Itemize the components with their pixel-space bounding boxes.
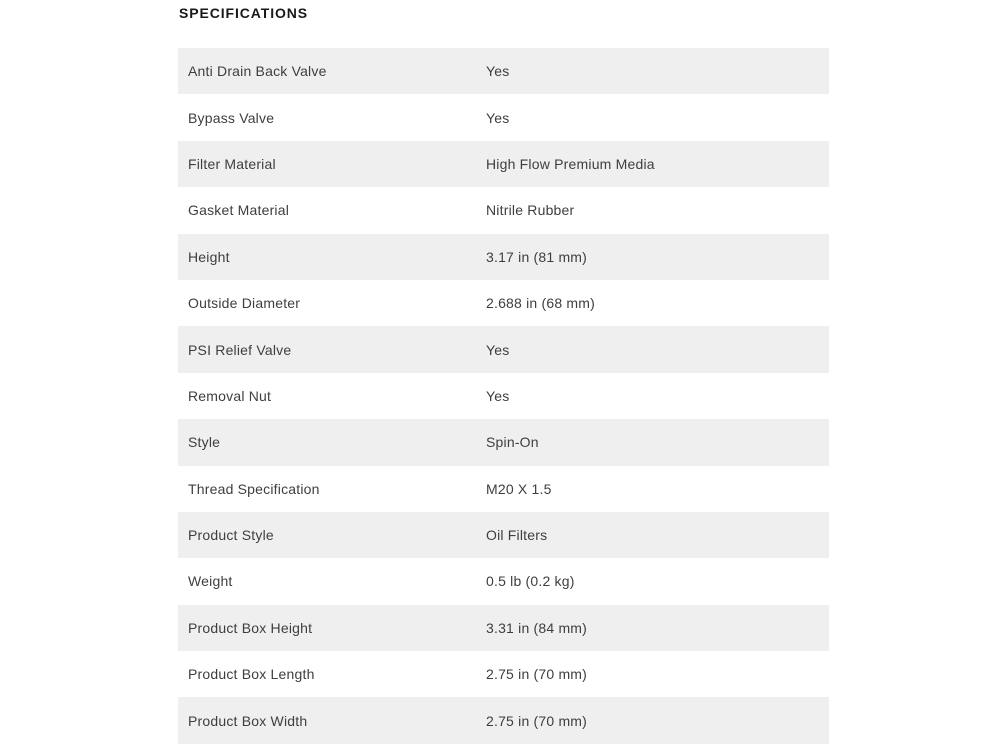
spec-label: Gasket Material — [188, 202, 290, 219]
spec-label: Thread Specification — [188, 480, 320, 497]
table-row — [178, 326, 829, 372]
table-row — [178, 466, 829, 512]
spec-value: Yes — [486, 109, 510, 126]
spec-value: 3.31 in (84 mm) — [486, 619, 588, 636]
spec-label: Anti Drain Back Valve — [188, 63, 327, 80]
spec-label: Outside Diameter — [188, 295, 301, 312]
table-row — [178, 94, 829, 140]
spec-label: Product Box Length — [188, 666, 315, 683]
spec-value: 2.75 in (70 mm) — [486, 666, 588, 683]
table-row — [178, 373, 829, 419]
table-row — [178, 280, 829, 326]
spec-value: 0.5 lb (0.2 kg) — [486, 573, 575, 590]
spec-label: Product Box Height — [188, 619, 313, 636]
table-row — [178, 605, 829, 651]
table-row — [178, 141, 829, 187]
specifications-table — [178, 48, 829, 744]
spec-value: 3.17 in (81 mm) — [486, 248, 588, 265]
table-row — [178, 48, 829, 94]
spec-value: Yes — [486, 387, 510, 404]
spec-label: Bypass Valve — [188, 109, 275, 126]
spec-label: Weight — [188, 573, 233, 590]
spec-value: Nitrile Rubber — [486, 202, 575, 219]
spec-value: Yes — [486, 341, 510, 358]
spec-label: Style — [188, 434, 221, 451]
table-row — [178, 419, 829, 465]
spec-value: 2.75 in (70 mm) — [486, 712, 588, 729]
spec-label: Product Style — [188, 527, 274, 544]
spec-label: Height — [188, 248, 230, 265]
table-row — [178, 187, 829, 233]
spec-value: M20 X 1.5 — [486, 480, 552, 497]
spec-value: Oil Filters — [486, 527, 548, 544]
spec-label: Filter Material — [188, 155, 276, 172]
spec-value: Yes — [486, 63, 510, 80]
spec-label: Product Box Width — [188, 712, 308, 729]
table-row — [178, 234, 829, 280]
table-row — [178, 512, 829, 558]
spec-value: Spin-On — [486, 434, 539, 451]
table-row — [178, 558, 829, 604]
spec-value: High Flow Premium Media — [486, 155, 655, 172]
spec-label: PSI Relief Valve — [188, 341, 292, 358]
table-row — [178, 651, 829, 697]
table-row — [178, 697, 829, 743]
spec-label: Removal Nut — [188, 387, 272, 404]
spec-value: 2.688 in (68 mm) — [486, 295, 596, 312]
page-title: SPECIFICATIONS — [179, 5, 309, 21]
